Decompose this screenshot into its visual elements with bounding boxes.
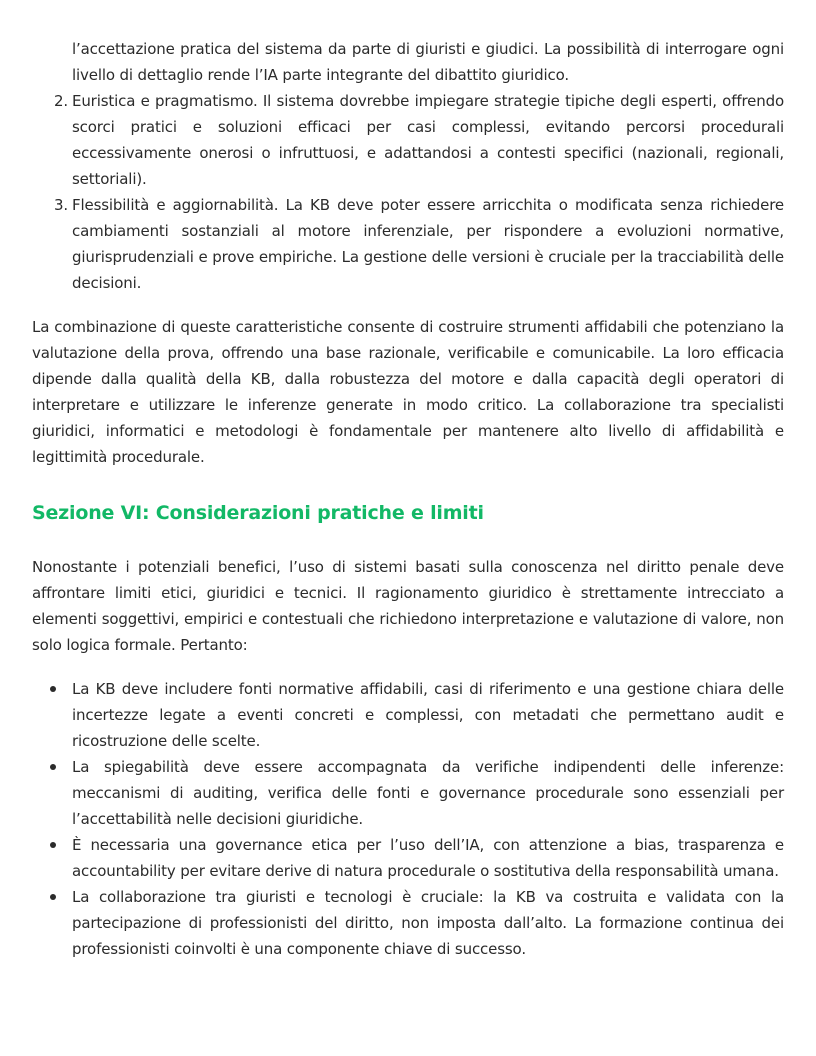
bullet-item: La KB deve includere fonti normative affidabili, casi di riferimento e una gestione chiara delle incertezze legate a eventi concreti e complessi, con metadati che permettano audit e ricostruzione delle scelte. — [72, 676, 784, 754]
section-heading: Sezione VI: Considerazioni pratiche e limiti — [32, 502, 484, 524]
numbered-item — [53, 88, 784, 192]
list-number: 2. — [53, 92, 68, 110]
body-paragraph: La combinazione di queste caratteristiche consente di costruire strumenti affidabili che potenziano la valutazione della prova, offrendo una base razionale, verificabile e comunicabile. La loro efficacia dipende dalla qualità della KB, dalla robustezza del motore e dalla capacità degli operatori di interpretare e utilizzare le inferenze generate in modo critico. La collaborazione tra specialisti giuridici, informatici e metodologi è fondamentale per mantenere alto livello di affidabilità e legittimità procedurale. — [32, 318, 784, 466]
section-intro-paragraph: Nonostante i potenziali benefici, l’uso di sistemi basati sulla conoscenza nel diritto penale deve affrontare limiti etici, giuridici e tecnici. Il ragionamento giuridico è strettamente intrecciato a elementi soggettivi, empirici e contestuali che richiedono interpretazione e valutazione di valore, non solo logica formale. Pertanto: — [32, 558, 784, 654]
list-number: 3. — [53, 196, 68, 214]
bullet-item: È necessaria una governance etica per l’uso dell’IA, con attenzione a bias, trasparenza e accountability per evitare derive di natura procedurale o sostitutiva della responsabilità umana. — [72, 832, 784, 884]
bullet-list — [32, 676, 784, 962]
list-item-text: Flessibilità e aggiornabilità. La KB deve poter essere arricchita o modificata senza richiedere cambiamenti sostanziali al motore inferenziale, per rispondere a evoluzioni normative, giurisprudenziali e prove empiriche. La gestione delle versioni è cruciale per la tracciabilità delle decisioni. — [72, 196, 784, 292]
numbered-item — [53, 192, 784, 296]
list-item-text: Euristica e pragmatismo. Il sistema dovrebbe impiegare strategie tipiche degli esperti, offrendo scorci pratici e soluzioni efficaci per casi complessi, evitando percorsi procedurali eccessivamente onerosi o infruttuosi, e adattandosi a contesti specifici (nazionali, regionali, settoriali). — [72, 92, 784, 188]
numbered-item-1-continuation: l’accettazione pratica del sistema da parte di giuristi e giudici. La possibilità di interrogare ogni livello di dettaglio rende l’IA parte integrante del dibattito giuridico. — [72, 40, 784, 84]
bullet-item: La collaborazione tra giuristi e tecnologi è cruciale: la KB va costruita e validata con la partecipazione di professionisti del diritto, non imposta dall’alto. La formazione continua dei professionisti coinvolti è una componente chiave di successo. — [72, 884, 784, 962]
bullet-item: La spiegabilità deve essere accompagnata da verifiche indipendenti delle inferenze: meccanismi di auditing, verifica delle fonti e governance procedurale sono essenziali per l’accettabilità nelle decisioni giuridiche. — [72, 754, 784, 832]
numbered-list — [32, 88, 784, 296]
